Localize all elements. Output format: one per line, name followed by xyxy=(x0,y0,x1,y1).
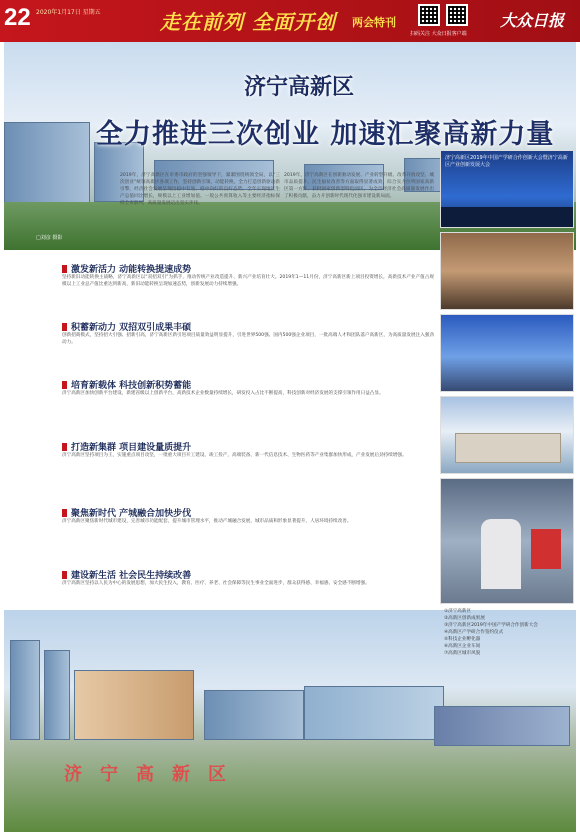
header-slogan: 走在前列 全面开创 xyxy=(160,10,336,34)
section-marker xyxy=(62,443,67,451)
special-issue-label: 两会特刊 xyxy=(352,16,396,29)
section-text-2: 创新招商模式，坚持招大引强、招新引高，济宁高新区新引进项目质量效益明显提升，引进世界500强、国内500强企业项目，一批高端人才和团队落户高新区，为高质量发展注入强劲动力。 xyxy=(62,333,434,345)
caption-1: ①济宁高新区 xyxy=(444,609,472,614)
section-title-4: 打造新集群 项目建设量质提升 xyxy=(62,440,191,453)
qr-caption: 扫码关注 大众日报客户端 xyxy=(410,31,467,37)
building xyxy=(204,690,304,740)
building xyxy=(4,122,90,206)
section-marker xyxy=(62,571,67,579)
intro-paragraph-1: 2019年，济宁高新区在市委市政府的坚强领导下，紧紧围绕统领全局，以“三次创业”统领高新区各项工作，坚持创新引领、动能转换，全力打造创新驱动新引擎，经济社会发展呈现出稳中有进、稳中向好的良好态势。全年实现地区生产总值同比增长，规模以上工业增加值、一般公共预算收入等主要经济指标保持全市前列，高质量发展迈出坚实步伐。 xyxy=(120,173,280,206)
caption-6: ⑥高新区企业车间 xyxy=(444,644,481,649)
worker-figure xyxy=(481,519,521,589)
newspaper-logo: 大众日报 xyxy=(500,11,565,30)
exhibition-hall-photo xyxy=(440,232,574,310)
section-marker xyxy=(62,323,67,331)
flower-sign-text: 济宁高新区 xyxy=(64,764,244,785)
section-title-5: 聚焦新时代 产城融合加快步伐 xyxy=(62,506,191,519)
issue-date xyxy=(36,8,116,17)
section-title-1: 激发新活力 动能转换提速成势 xyxy=(62,262,191,275)
caption-7: ⑦高新区城市风貌 xyxy=(444,651,481,656)
caption-5: ⑤科技企业孵化器 xyxy=(444,637,481,642)
qr-code-icon[interactable] xyxy=(418,4,440,26)
building xyxy=(304,686,444,740)
building xyxy=(74,670,194,740)
building xyxy=(44,650,70,740)
section-text-3: 济宁高新区加快创新平台建设，新建省级以上创新平台，高新技术企业数量持续增长，研发投入占比不断提高，科技创新对经济发展的支撑引领作用日益凸显。 xyxy=(62,391,384,396)
incubator-building-photo xyxy=(440,396,574,474)
page-header xyxy=(0,0,580,42)
section-marker xyxy=(62,509,67,517)
photo-captions xyxy=(444,608,576,657)
section-text-4: 济宁高新区坚持项目为王，实施重点项目攻坚，一批重大项目开工建设、竣工投产，高端装备、新一代信息技术、生物医药等产业集群加快形成，产业发展后劲持续增强。 xyxy=(62,453,407,458)
conference-photo xyxy=(440,150,574,228)
signing-ceremony-photo xyxy=(440,314,574,392)
caption-3: ③济宁高新区2019年中国产学研合作创新大会 xyxy=(444,623,538,628)
building xyxy=(434,706,570,746)
building xyxy=(10,640,40,740)
headline-2: 全力推进三次创业 加速汇聚高新力量 xyxy=(96,119,555,150)
section-title-3: 培育新载体 科技创新积势蓄能 xyxy=(62,378,191,391)
qr-code-icon[interactable] xyxy=(446,4,468,26)
intro-paragraph-2: 2019年，济宁高新区在创新驱动发展、产业转型升级、改革开放攻坚、城市品质提升、民生福祉改善等方面取得显著成效，综合实力位列国家高新区第一方阵，获批国家创新型特色园区，为全市经济社会高质量发展作出了积极贡献，奋力开创新时代现代化强市建设新局面。 xyxy=(284,173,434,199)
photo-credit: □刘彦 摄影 xyxy=(36,235,63,241)
section-marker xyxy=(62,265,67,273)
section-text-6: 济宁高新区坚持以人民为中心的发展思想，加大民生投入，教育、医疗、养老、社会保障等民生事业全面进步，群众获得感、幸福感、安全感不断增强。 xyxy=(62,581,370,586)
headline-1: 济宁高新区 xyxy=(244,75,355,100)
section-text-5: 济宁高新区聚焦新时代城市建设，完善城市功能配套，提升城市管理水平，推动产城融合发展，城市品质和形象显著提升，人居环境持续改善。 xyxy=(62,519,352,524)
date-line-1: 2020年1月17日 星期五 xyxy=(36,9,101,16)
conference-banner-text: 济宁高新区2019年中国产学研合作创新大会暨济宁高新区产业创新发展大会 xyxy=(445,155,568,168)
page-number: 22 xyxy=(4,4,31,31)
machine-part xyxy=(531,529,561,569)
caption-4: ④高新区产学研合作签约仪式 xyxy=(444,630,504,635)
factory-workshop-photo xyxy=(440,478,574,604)
section-text-1: 坚持新旧动能转换主战略，济宁高新区以“双招双引”为抓手，推动传统产业改造提升、新兴产业培育壮大。2019年1—11月份，济宁高新区新上项目投资增长，高新技术产业产值占规模以上工业总产值比重达到新高，新旧动能转换呈现加速态势，创新发展动力持续增强。 xyxy=(62,275,434,287)
section-marker xyxy=(62,381,67,389)
caption-2: ②高新区创新成果展 xyxy=(444,616,485,621)
section-title-2: 积蓄新动力 双招双引成果丰硕 xyxy=(62,320,191,333)
section-title-6: 建设新生活 社会民生持续改善 xyxy=(62,568,191,581)
